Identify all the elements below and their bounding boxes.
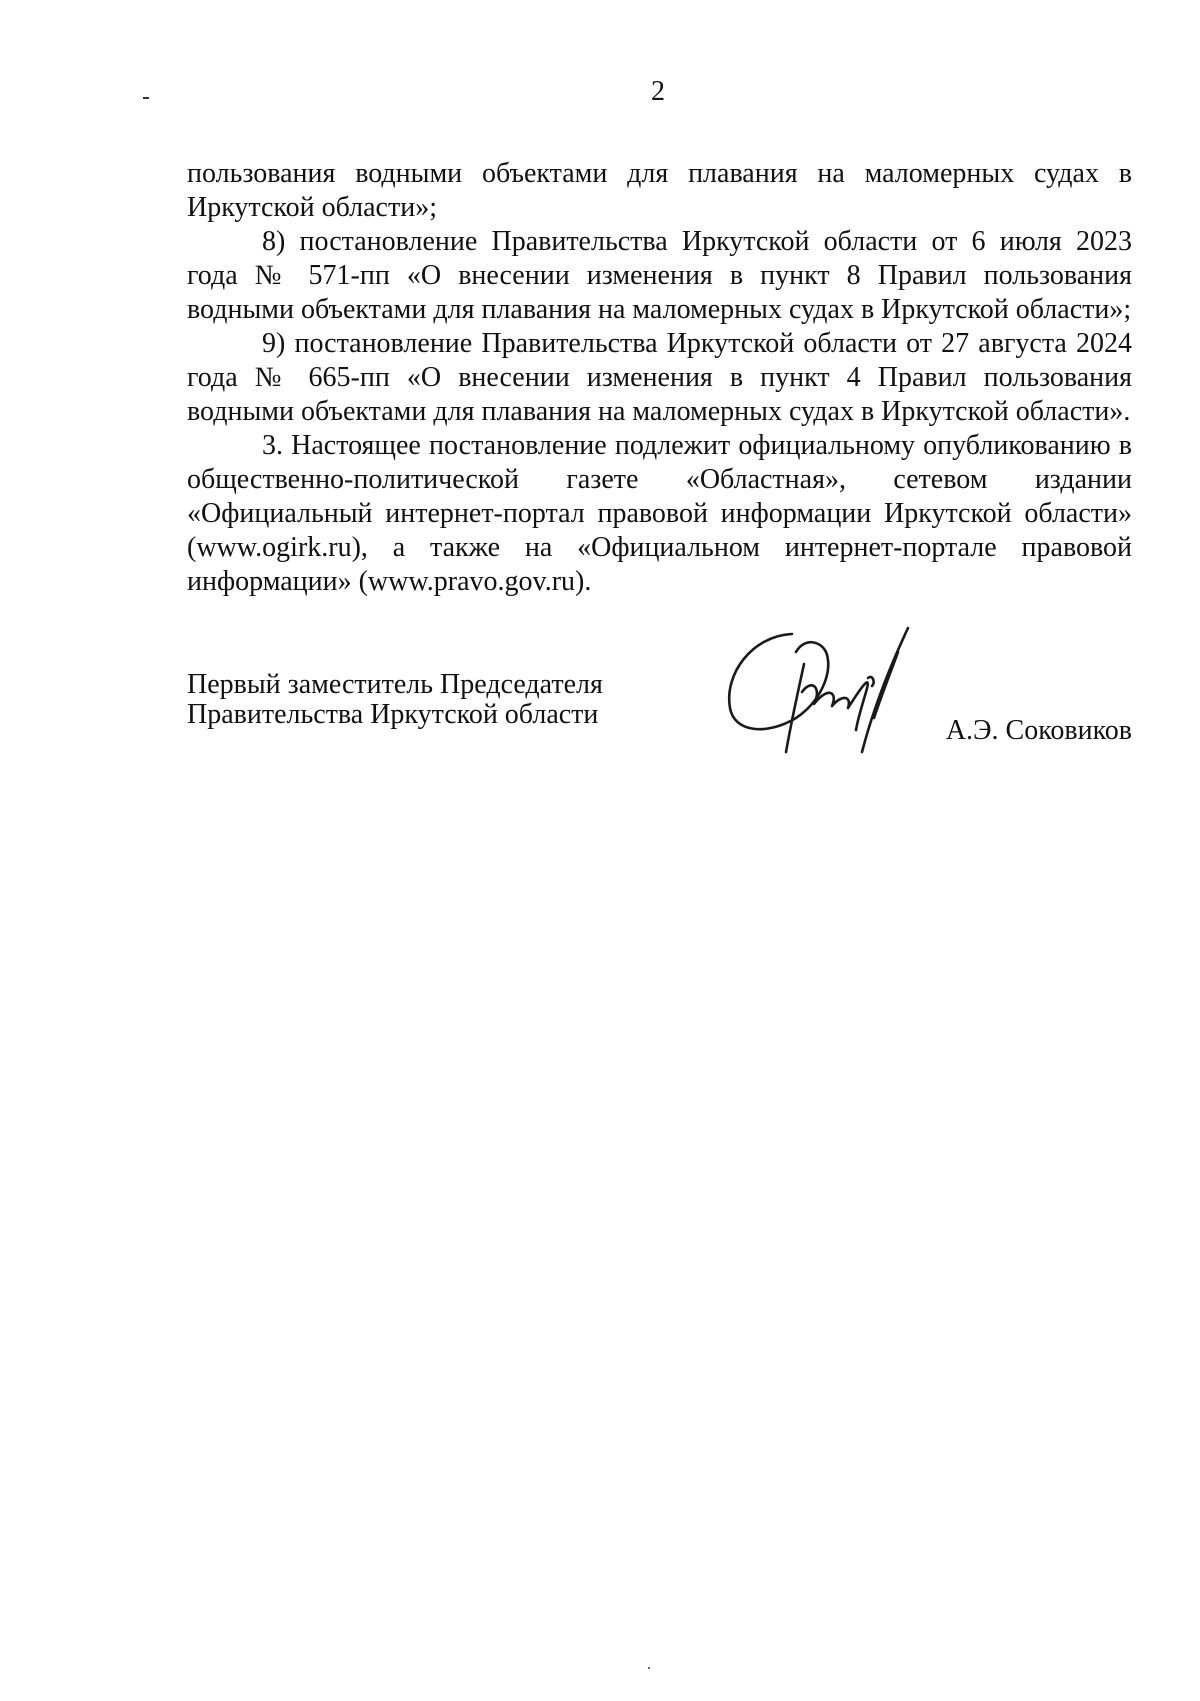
signature-block bbox=[187, 670, 1132, 760]
scan-speck bbox=[143, 97, 149, 99]
signer-name: А.Э. Соковиков bbox=[945, 715, 1132, 746]
signer-position-line-1: Первый заместитель Председателя bbox=[187, 669, 603, 700]
signer-position-line-2: Правительства Иркутской области bbox=[187, 699, 599, 730]
scan-speck bbox=[648, 1667, 650, 1669]
document-body bbox=[187, 157, 1132, 599]
handwritten-signature bbox=[722, 622, 932, 762]
page-number: 2 bbox=[651, 76, 665, 107]
paragraph-clause-3: 3. Настоящее постановление подлежит официальному опубликованию в общественно-политической газете «Областная», сетевом издании «Официальный интернет-портал правовой информации Иркутской области» (www.ogirk.ru), а также на «Официальном интернет-портале правовой информации» (www.pravo.gov.ru). bbox=[187, 430, 1132, 597]
paragraph-continuation: пользования водными объектами для плавания на маломерных судах в Иркутской области»; bbox=[187, 158, 1132, 223]
paragraph-item-9: 9) постановление Правительства Иркутской области от 27 августа 2024 года № 665-пп «О внесении изменения в пункт 4 Правил пользования водными объектами для плавания на маломерных судах в Иркутской области». bbox=[187, 328, 1132, 427]
paragraph-item-8: 8) постановление Правительства Иркутской области от 6 июля 2023 года № 571-пп «О внесении изменения в пункт 8 Правил пользования водными объектами для плавания на маломерных судах в Иркутской области»; bbox=[187, 226, 1132, 325]
signer-position bbox=[187, 670, 603, 730]
